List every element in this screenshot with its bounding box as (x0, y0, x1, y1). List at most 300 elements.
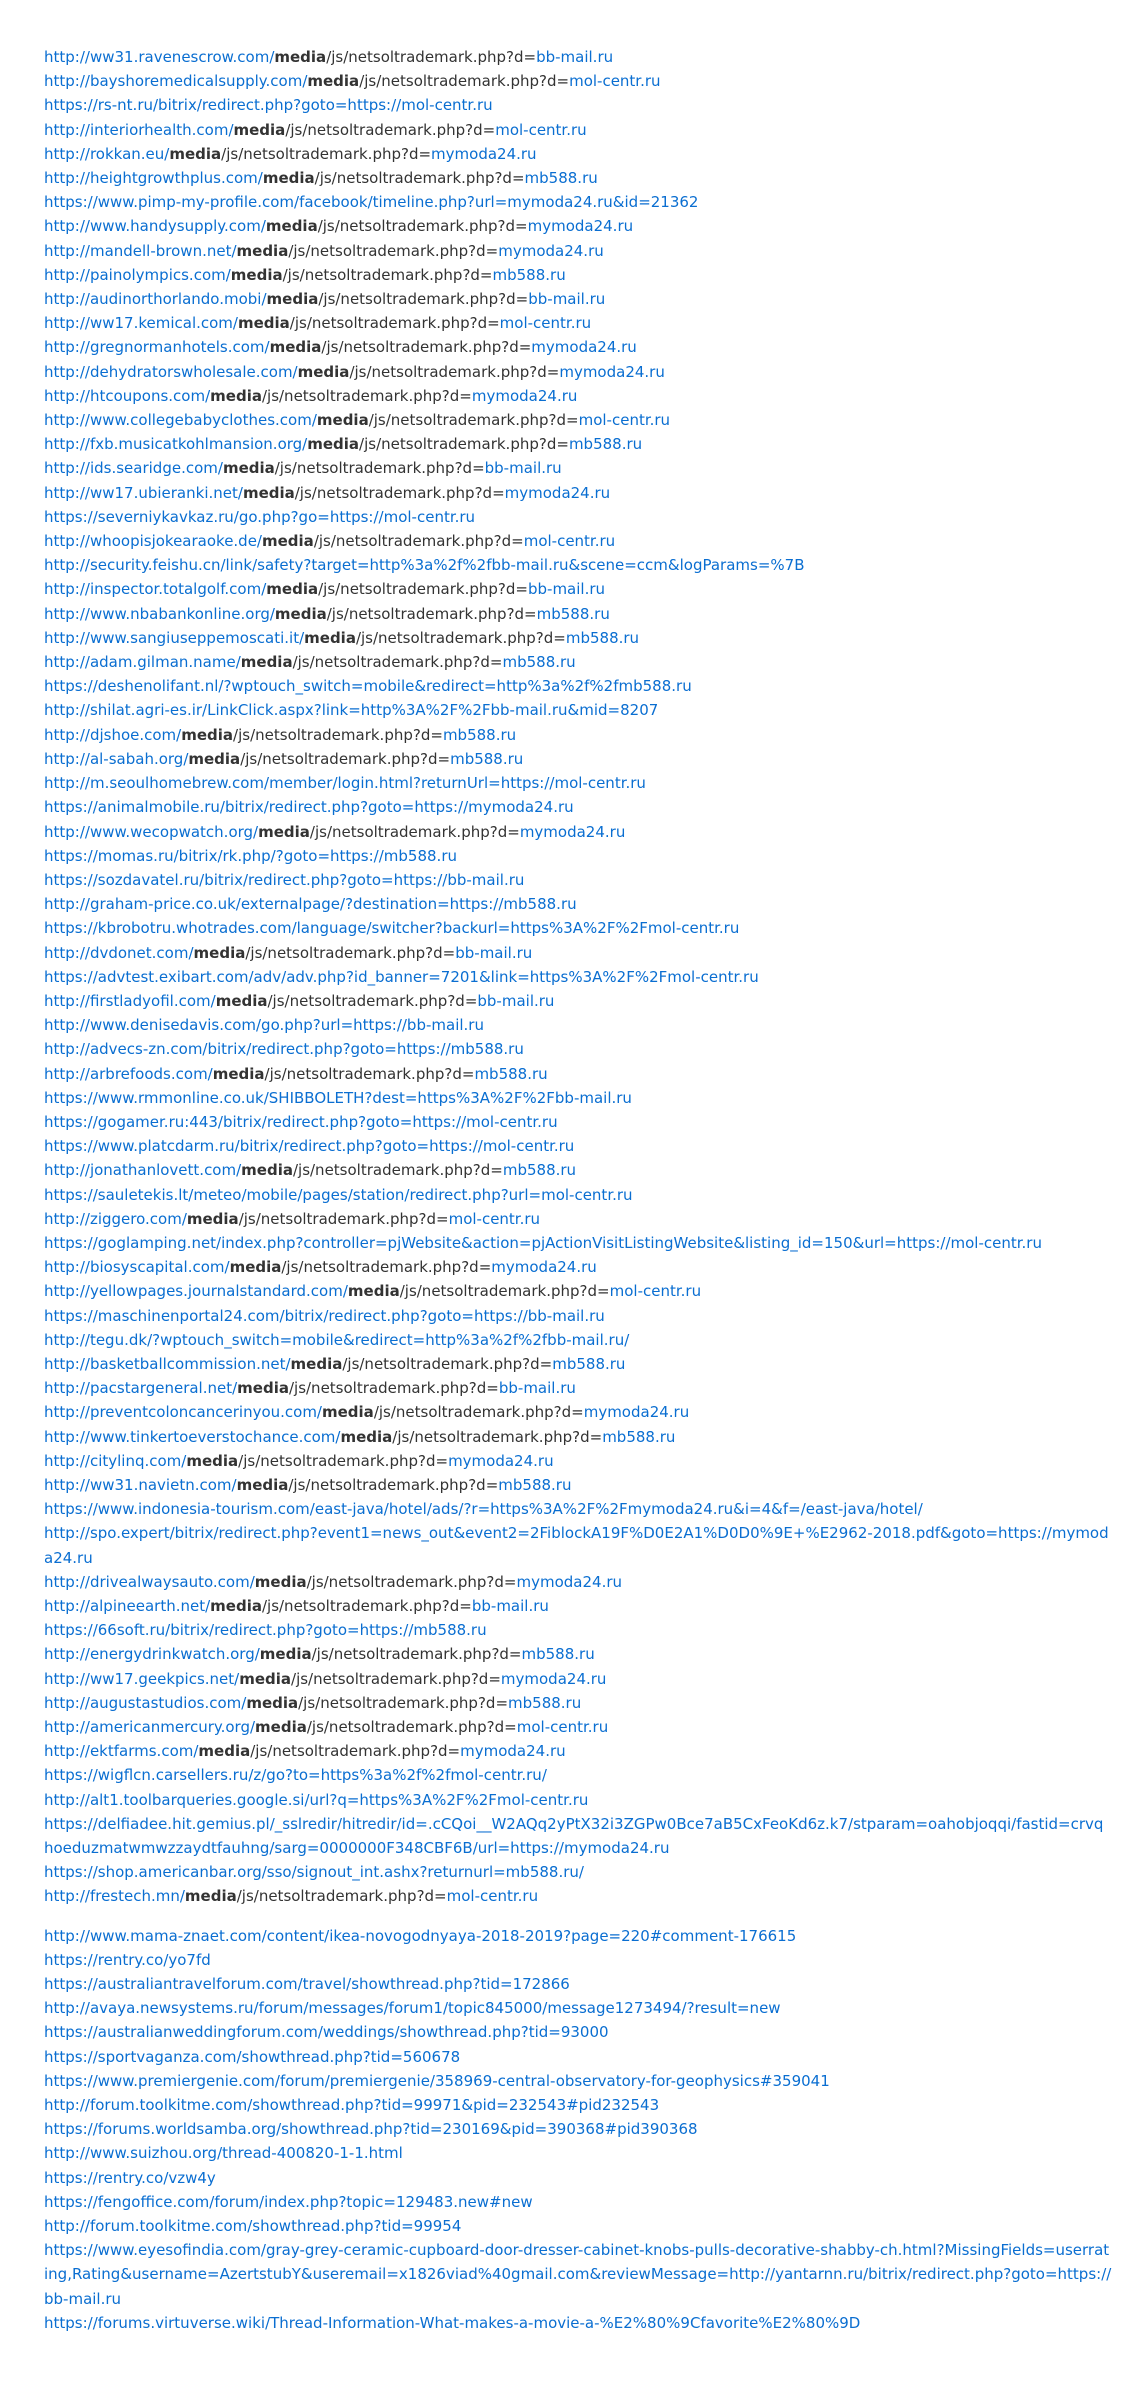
redirect-link[interactable]: http://tegu.dk/?wptouch_switch=mobile&redirect=http%3a%2f%2fbb-mail.ru/ (44, 1330, 630, 1349)
path-text: /js/netsoltrademark.php?d= (250, 1742, 461, 1761)
path-text: /js/netsoltrademark.php?d= (342, 1354, 553, 1373)
target-link[interactable]: mymoda24.ru (431, 144, 537, 163)
target-link[interactable]: mb588.ru (474, 1064, 548, 1083)
list-item (44, 456, 1112, 480)
list-item (44, 263, 1112, 287)
domain-link[interactable]: http://dehydratorswholesale.com/ (44, 362, 298, 381)
path-text: /js/netsoltrademark.php?d= (359, 72, 570, 91)
list-item (44, 1376, 1112, 1400)
domain-link[interactable]: http://audinorthorlando.mobi/ (44, 290, 267, 309)
domain-link[interactable]: http://alpineearth.net/ (44, 1597, 211, 1615)
target-link[interactable]: mol-centr.ru (499, 314, 592, 333)
list-item (44, 650, 1112, 674)
forum-link[interactable]: http://forum.toolkitme.com/showthread.php?tid=99954 (44, 2217, 462, 2236)
list-item (44, 2166, 1112, 2190)
path-text: /js/netsoltrademark.php?d= (311, 1645, 522, 1664)
list-item (44, 2069, 1112, 2093)
list-item (44, 965, 1112, 989)
path-bold-text: media (316, 411, 369, 430)
list-item (44, 1642, 1112, 1666)
target-link[interactable]: bb-mail.ru (498, 1379, 576, 1398)
path-bold-text: media (186, 1209, 239, 1228)
list-item (44, 1884, 1112, 1908)
domain-link[interactable]: http://gregnormanhotels.com/ (44, 338, 270, 357)
list-item (44, 118, 1112, 142)
path-text: /js/netsoltrademark.php?d= (288, 1379, 499, 1398)
path-bold-text: media (262, 169, 315, 188)
path-bold-text: media (266, 290, 319, 309)
domain-link[interactable]: http://augustastudios.com/ (44, 1693, 247, 1712)
redirect-link[interactable]: https://severniykavkaz.ru/go.php?go=https://mol-centr.ru (44, 507, 476, 526)
path-text: /js/netsoltrademark.php?d= (291, 1669, 501, 1688)
forum-link[interactable]: https://forums.virtuverse.wiki/Thread-Information-What-makes-a-movie-a-%E2%80%9Cfavorite%E2%80%9D (44, 2313, 861, 2332)
path-text: /js/netsoltrademark.php?d= (261, 386, 472, 405)
domain-link[interactable]: http://basketballcommission.net/ (44, 1354, 291, 1373)
target-link[interactable]: bb-mail.ru (484, 459, 562, 478)
domain-link[interactable]: http://www.nbabankonline.org/ (44, 604, 275, 623)
path-text: /js/netsoltrademark.php?d= (313, 532, 524, 551)
list-item (44, 432, 1112, 456)
domain-link[interactable]: http://drivealwaysauto.com/ (44, 1572, 255, 1591)
path-text: /js/netsoltrademark.php?d= (288, 241, 499, 260)
forum-link[interactable]: https://sportvaganza.com/showthread.php?tid=560678 (44, 2047, 461, 2066)
domain-link[interactable]: http://americanmercury.org/ (44, 1718, 256, 1737)
path-bold-text: media (193, 943, 246, 962)
path-bold-text: media (184, 1887, 237, 1906)
target-link[interactable]: mol-centr.ru (448, 1209, 541, 1228)
forum-link[interactable]: http://www.suizhou.org/thread-400820-1-1.html (44, 2144, 403, 2163)
list-item (44, 1924, 1112, 1948)
target-link[interactable]: mb588.ru (524, 169, 598, 188)
list-item (44, 723, 1112, 747)
path-bold-text: media (269, 338, 322, 357)
path-text: /js/netsoltrademark.php?d= (288, 1475, 499, 1494)
list-item (44, 1618, 1112, 1642)
domain-link[interactable]: http://fxb.musicatkohlmansion.org/ (44, 435, 308, 454)
list-item (44, 505, 1112, 529)
redirect-link[interactable]: https://momas.ru/bitrix/rk.php/?goto=https://mb588.ru (44, 846, 457, 865)
forum-link[interactable]: https://forums.worldsamba.org/showthread.php?tid=230169&pid=390368#pid390368 (44, 2120, 698, 2139)
path-bold-text: media (236, 1475, 289, 1494)
target-link[interactable]: mymoda24.ru (448, 1451, 554, 1470)
target-link[interactable]: mol-centr.ru (495, 120, 587, 139)
redirect-link[interactable]: http://security.feishu.cn/link/safety?target=http%3a%2f%2fbb-mail.ru&scene=ccm&logParams=%7B (44, 556, 805, 575)
list-item (44, 2311, 1112, 2335)
list-item (44, 1400, 1112, 1424)
domain-link[interactable]: http://mandell-brown.net/ (44, 241, 237, 260)
redirect-link[interactable]: https://deshenolifant.nl/?wptouch_switch=mobile&redirect=http%3a%2f%2fmb588.ru (44, 677, 692, 696)
list-item (44, 1110, 1112, 1134)
forum-link[interactable]: https://australiantravelforum.com/travel/showthread.php?tid=172866 (44, 1975, 570, 1994)
forum-link[interactable]: https://www.eyesofindia.com/gray-grey-ceramic-cupboard-door-dresser-cabinet-knobs-pulls-decorative-shabby-ch.html?MissingFields=userrating,Rating&username=AzertstubY&useremail=x1826viad%40gmail.com&reviewMessage=http://yantarnn.ru/bitrix/redirect.php?goto=https://bb-mail.ru (44, 2241, 1112, 2308)
redirect-link[interactable]: https://www.pimp-my-profile.com/facebook/timeline.php?url=mymoda24.ru&id=21362 (44, 193, 699, 212)
path-bold-text: media (212, 1064, 265, 1083)
path-text: /js/netsoltrademark.php?d= (359, 435, 569, 454)
target-link[interactable]: mol-centr.ru (569, 72, 661, 91)
forum-link[interactable]: https://australianweddingforum.com/weddings/showthread.php?tid=93000 (44, 2023, 609, 2042)
list-item (44, 1013, 1112, 1037)
list-separator (44, 1909, 1112, 1924)
domain-link[interactable]: http://ww17.kemical.com/ (44, 314, 238, 333)
path-text: /js/netsoltrademark.php?d= (233, 725, 443, 744)
domain-link[interactable]: http://pacstargeneral.net/ (44, 1379, 238, 1398)
redirect-link[interactable]: https://goglamping.net/index.php?controller=pjWebsite&action=pjActionVisitListingWebsite&listing_id=150&url=https://mol-centr.ru (44, 1233, 1042, 1252)
domain-link[interactable]: http://interiorhealth.com/ (44, 120, 234, 139)
list-item (44, 1231, 1112, 1255)
list-item (44, 1352, 1112, 1376)
redirect-link[interactable]: https://shop.americanbar.org/sso/signout_int.ashx?returnurl=mb588.ru/ (44, 1863, 584, 1882)
path-bold-text: media (254, 1572, 307, 1591)
list-item (44, 1570, 1112, 1594)
list-item (44, 2190, 1112, 2214)
domain-link[interactable]: http://al-sabah.org/ (44, 749, 189, 768)
path-bold-text: media (210, 386, 262, 405)
list-item (44, 481, 1112, 505)
list-item (44, 529, 1112, 553)
forum-link[interactable]: http://forum.toolkitme.com/showthread.php?tid=99971&pid=232543#pid232543 (44, 2096, 660, 2115)
path-bold-text: media (239, 1669, 292, 1688)
list-item (44, 1948, 1112, 1972)
path-text: /js/netsoltrademark.php?d= (281, 1258, 492, 1277)
path-text: /js/netsoltrademark.php?d= (318, 290, 529, 309)
redirect-link[interactable]: https://66soft.ru/bitrix/redirect.php?goto=https://mb588.ru (44, 1621, 487, 1640)
list-item (44, 239, 1112, 263)
domain-link[interactable]: http://inspector.totalgolf.com/ (44, 580, 267, 599)
path-bold-text: media (236, 241, 289, 260)
domain-link[interactable]: http://whoopisjokearaoke.de/ (44, 532, 262, 551)
list-item (44, 1691, 1112, 1715)
domain-link[interactable]: http://www.wecopwatch.org/ (44, 822, 259, 841)
redirect-link[interactable]: https://rs-nt.ru/bitrix/redirect.php?goto=https://mol-centr.ru (44, 96, 493, 115)
domain-link[interactable]: http://frestech.mn/ (44, 1887, 185, 1906)
target-link[interactable]: mb588.ru (602, 1427, 676, 1446)
domain-link[interactable]: http://ziggero.com/ (44, 1209, 187, 1228)
forum-link[interactable]: http://avaya.newsystems.ru/forum/messages/forum1/topic845000/message1273494/?result=new (44, 1999, 781, 2018)
domain-link[interactable]: http://ektfarms.com/ (44, 1742, 199, 1761)
path-text: /js/netsoltrademark.php?d= (289, 314, 500, 333)
path-bold-text: media (181, 725, 234, 744)
path-bold-text: media (307, 72, 360, 91)
target-link[interactable]: mymoda24.ru (583, 1403, 690, 1422)
path-text: /js/netsoltrademark.php?d= (238, 1451, 449, 1470)
target-link[interactable]: bb-mail.ru (455, 943, 533, 962)
list-item (44, 1715, 1112, 1739)
target-link[interactable]: bb-mail.ru (536, 48, 614, 66)
path-bold-text: media (233, 120, 286, 139)
list-item (44, 408, 1112, 432)
list-item (44, 1497, 1112, 1521)
domain-link[interactable]: http://citylinq.com/ (44, 1451, 187, 1470)
domain-link[interactable]: http://ww17.ubieranki.net/ (44, 483, 243, 502)
path-bold-text: media (259, 1645, 312, 1664)
path-text: /js/netsoltrademark.php?d= (292, 653, 503, 672)
list-item (44, 1158, 1112, 1182)
path-text: /js/netsoltrademark.php?d= (317, 217, 528, 236)
path-text: /js/netsoltrademark.php?d= (309, 822, 520, 841)
path-text: /js/netsoltrademark.php?d= (238, 1209, 449, 1228)
forum-link[interactable]: https://fengoffice.com/forum/index.php?topic=129483.new#new (44, 2192, 533, 2211)
path-bold-text: media (186, 1451, 239, 1470)
target-link[interactable]: mymoda24.ru (504, 483, 611, 502)
path-text: /js/netsoltrademark.php?d= (261, 1597, 472, 1615)
redirect-link[interactable]: http://shilat.agri-es.ir/LinkClick.aspx?link=http%3A%2F%2Fbb-mail.ru&mid=8207 (44, 701, 659, 720)
list-item (44, 1972, 1112, 1996)
redirect-link[interactable]: https://www.platcdarm.ru/bitrix/redirect.php?goto=https://mol-centr.ru (44, 1137, 575, 1156)
domain-link[interactable]: http://bayshoremedicalsupply.com/ (44, 72, 308, 91)
list-item (44, 1425, 1112, 1449)
list-item (44, 1037, 1112, 1061)
target-link[interactable]: bb-mail.ru (477, 991, 555, 1010)
target-link[interactable]: mol-centr.ru (516, 1718, 609, 1737)
target-link[interactable]: mb588.ru (442, 725, 517, 744)
path-bold-text: media (169, 144, 222, 163)
list-item (44, 1763, 1112, 1787)
target-link[interactable]: mb588.ru (568, 435, 643, 454)
path-bold-text: media (215, 991, 268, 1010)
target-link[interactable]: mb588.ru (502, 653, 576, 672)
domain-link[interactable]: http://rokkan.eu/ (44, 144, 170, 163)
list-item (44, 892, 1112, 916)
list-item (44, 69, 1112, 93)
path-bold-text: media (255, 1718, 307, 1737)
path-text: /js/netsoltrademark.php?d= (321, 338, 532, 357)
path-text: /js/netsoltrademark.php?d= (236, 1887, 447, 1906)
list-item (44, 1086, 1112, 1110)
redirect-link[interactable]: https://maschinenportal24.com/bitrix/redirect.php?goto=https://bb-mail.ru (44, 1306, 605, 1325)
target-link[interactable]: mb588.ru (508, 1693, 582, 1712)
target-link[interactable]: bb-mail.ru (527, 580, 606, 599)
target-link[interactable]: mymoda24.ru (516, 1572, 623, 1591)
domain-link[interactable]: http://www.handysupply.com/ (44, 217, 266, 236)
target-link[interactable]: mb588.ru (536, 604, 610, 623)
path-text: /js/netsoltrademark.php?d= (399, 1282, 610, 1301)
redirect-link[interactable]: https://advtest.exibart.com/adv/adv.php?id_banner=7201&link=https%3A%2F%2Fmol-centr.ru (44, 967, 759, 986)
list-item (44, 2117, 1112, 2141)
domain-link[interactable]: http://firstladyofil.com/ (44, 991, 216, 1010)
list-item (44, 795, 1112, 819)
redirect-link[interactable]: http://alt1.toolbarqueries.google.si/url?q=https%3A%2F%2Fmol-centr.ru (44, 1790, 589, 1809)
list-item (44, 190, 1112, 214)
path-bold-text: media (242, 483, 295, 502)
path-bold-text: media (262, 532, 314, 551)
list-item (44, 384, 1112, 408)
path-bold-text: media (307, 435, 360, 454)
path-bold-text: media (222, 459, 275, 478)
list-item (44, 1521, 1112, 1569)
list-item (44, 626, 1112, 650)
domain-link[interactable]: http://www.sangiuseppemoscati.it/ (44, 628, 305, 647)
list-item (44, 1304, 1112, 1328)
domain-link[interactable]: http://ww17.geekpics.net/ (44, 1669, 240, 1688)
path-bold-text: media (230, 265, 283, 284)
domain-link[interactable]: http://dvdonet.com/ (44, 943, 194, 962)
list-item (44, 602, 1112, 626)
path-bold-text: media (241, 1161, 293, 1180)
list-item (44, 747, 1112, 771)
list-item (44, 93, 1112, 117)
path-bold-text: media (274, 48, 327, 66)
redirect-link-list (44, 45, 1112, 1909)
domain-link[interactable]: http://arbrefoods.com/ (44, 1064, 213, 1083)
domain-link[interactable]: http://adam.gilman.name/ (44, 653, 241, 672)
domain-link[interactable]: http://htcoupons.com/ (44, 386, 211, 405)
path-text: /js/netsoltrademark.php?d= (306, 1572, 517, 1591)
target-link[interactable]: mymoda24.ru (531, 338, 637, 357)
path-text: /js/netsoltrademark.php?d= (245, 943, 456, 962)
list-item (44, 1255, 1112, 1279)
path-bold-text: media (229, 1258, 282, 1277)
path-text: /js/netsoltrademark.php?d= (274, 459, 485, 478)
path-bold-text: media (266, 580, 319, 599)
path-text: /js/netsoltrademark.php?d= (264, 1064, 475, 1083)
domain-link[interactable]: http://ww31.navietn.com/ (44, 1475, 237, 1494)
list-item (44, 1667, 1112, 1691)
list-item (44, 2141, 1112, 2165)
list-item (44, 771, 1112, 795)
domain-link[interactable]: http://www.collegebabyclothes.com/ (44, 411, 317, 430)
list-item (44, 287, 1112, 311)
target-link[interactable]: mymoda24.ru (527, 217, 634, 236)
path-bold-text: media (304, 628, 356, 647)
target-link[interactable]: mb588.ru (450, 749, 524, 768)
target-link[interactable]: mymoda24.ru (519, 822, 626, 841)
forum-link[interactable]: https://rentry.co/yo7fd (44, 1950, 211, 1969)
target-link[interactable]: mb588.ru (521, 1645, 595, 1664)
domain-link[interactable]: http://biosyscapital.com/ (44, 1258, 230, 1277)
path-text: /js/netsoltrademark.php?d= (368, 411, 579, 430)
target-link[interactable]: mymoda24.ru (471, 386, 578, 405)
list-item (44, 166, 1112, 190)
list-item (44, 1788, 1112, 1812)
list-item (44, 674, 1112, 698)
target-link[interactable]: mymoda24.ru (500, 1669, 607, 1688)
target-link[interactable]: mb588.ru (498, 1475, 572, 1494)
list-item (44, 1207, 1112, 1231)
list-item (44, 335, 1112, 359)
target-link[interactable]: bb-mail.ru (471, 1597, 549, 1615)
path-text: /js/netsoltrademark.php?d= (267, 991, 478, 1010)
path-text: /js/netsoltrademark.php?d= (349, 362, 560, 381)
list-item (44, 941, 1112, 965)
path-bold-text: media (210, 1597, 262, 1615)
list-item (44, 45, 1112, 69)
target-link[interactable]: mol-centr.ru (446, 1887, 539, 1906)
forum-link-list (44, 1924, 1112, 2335)
path-bold-text: media (237, 1379, 289, 1398)
domain-link[interactable]: http://painolympics.com/ (44, 265, 231, 284)
redirect-link[interactable]: https://sauletekis.lt/meteo/mobile/pages/station/redirect.php?url=mol-centr.ru (44, 1185, 633, 1204)
redirect-link[interactable]: http://spo.expert/bitrix/redirect.php?event1=news_out&event2=2FiblockA19F%D0E2A1%D0D0%9E+%E2962-2018.pdf&goto=https://mymoda24.ru (44, 1524, 1109, 1567)
list-item (44, 989, 1112, 1013)
target-link[interactable]: mymoda24.ru (559, 362, 665, 381)
domain-link[interactable]: http://jonathanlovett.com/ (44, 1161, 242, 1180)
path-bold-text: media (274, 604, 327, 623)
path-text: /js/netsoltrademark.php?d= (298, 1693, 509, 1712)
domain-link[interactable]: http://djshoe.com/ (44, 725, 182, 744)
target-link[interactable]: mol-centr.ru (578, 411, 671, 430)
path-text: /js/netsoltrademark.php?d= (373, 1403, 584, 1422)
path-text: /js/netsoltrademark.php?d= (306, 1718, 517, 1737)
path-text: /js/netsoltrademark.php?d= (285, 120, 496, 139)
path-bold-text: media (347, 1282, 400, 1301)
redirect-link[interactable]: http://www.denisedavis.com/go.php?url=https://bb-mail.ru (44, 1016, 484, 1035)
path-bold-text: media (258, 822, 310, 841)
domain-link[interactable]: http://heightgrowthplus.com/ (44, 169, 263, 188)
domain-link[interactable]: http://yellowpages.journalstandard.com/ (44, 1282, 348, 1301)
target-link[interactable]: bb-mail.ru (528, 290, 606, 309)
redirect-link[interactable]: https://www.rmmonline.co.uk/SHIBBOLETH?dest=https%3A%2F%2Fbb-mail.ru (44, 1088, 632, 1107)
list-item (44, 2214, 1112, 2238)
domain-link[interactable]: http://energydrinkwatch.org/ (44, 1645, 260, 1664)
path-text: /js/netsoltrademark.php?d= (318, 580, 528, 599)
list-item (44, 1594, 1112, 1618)
list-item (44, 2020, 1112, 2044)
list-item (44, 1812, 1112, 1860)
redirect-link[interactable]: https://www.indonesia-tourism.com/east-java/hotel/ads/?r=https%3A%2F%2Fmymoda24.ru&i=4&f=/east-java/hotel/ (44, 1500, 923, 1519)
list-item (44, 214, 1112, 238)
redirect-link[interactable]: https://sozdavatel.ru/bitrix/redirect.php?goto=https://bb-mail.ru (44, 870, 525, 889)
target-link[interactable]: mymoda24.ru (460, 1742, 566, 1761)
path-bold-text: media (297, 362, 350, 381)
target-link[interactable]: mb588.ru (492, 265, 566, 284)
list-item (44, 2093, 1112, 2117)
domain-link[interactable]: http://ids.searidge.com/ (44, 459, 223, 478)
path-bold-text: media (290, 1354, 343, 1373)
target-link[interactable]: mymoda24.ru (498, 241, 604, 260)
redirect-link[interactable]: https://kbrobotru.whotrades.com/language/switcher?backurl=https%3A%2F%2Fmol-centr.ru (44, 919, 740, 938)
list-item (44, 1739, 1112, 1763)
path-text: /js/netsoltrademark.php?d= (221, 144, 432, 163)
domain-link[interactable]: http://www.tinkertoeverstochance.com/ (44, 1427, 341, 1446)
list-item (44, 2238, 1112, 2311)
domain-link[interactable]: http://ww31.ravenescrow.com/ (44, 48, 275, 66)
path-bold-text: media (240, 653, 293, 672)
list-item (44, 360, 1112, 384)
path-bold-text: media (246, 1693, 299, 1712)
list-item (44, 1449, 1112, 1473)
redirect-link[interactable]: http://m.seoulhomebrew.com/member/login.html?returnUrl=https://mol-centr.ru (44, 774, 646, 793)
forum-link[interactable]: https://rentry.co/vzw4y (44, 2168, 216, 2187)
target-link[interactable]: mol-centr.ru (523, 532, 616, 551)
redirect-link[interactable]: https://wigflcn.carsellers.ru/z/go?to=https%3a%2f%2fmol-centr.ru/ (44, 1766, 547, 1785)
redirect-link[interactable]: http://advecs-zn.com/bitrix/redirect.php?goto=https://mb588.ru (44, 1040, 524, 1059)
redirect-link[interactable]: http://graham-price.co.uk/externalpage/?destination=https://mb588.ru (44, 895, 577, 914)
target-link[interactable]: mb588.ru (552, 1354, 626, 1373)
target-link[interactable]: mb588.ru (502, 1161, 577, 1180)
list-item (44, 1473, 1112, 1497)
list-item (44, 2045, 1112, 2069)
target-link[interactable]: mb588.ru (565, 628, 640, 647)
list-item (44, 1279, 1112, 1303)
path-bold-text: media (188, 749, 241, 768)
list-item (44, 1183, 1112, 1207)
redirect-link[interactable]: https://delfiadee.hit.gemius.pl/_sslredir/hitredir/id=.cCQoi__W2AQq2yPtX32i3ZGPw0Bce7aB5CxFeoKd6z.k7/stparam=oahobjoqqi/fastid=crvqhoeduzmatwmwzzaydtfauhng/sarg=0000000F348CBF6B/url=https://mymoda24.ru (44, 1814, 1104, 1858)
domain-link[interactable]: http://preventcoloncancerinyou.com/ (44, 1403, 322, 1422)
list-item (44, 1860, 1112, 1884)
path-bold-text: media (340, 1427, 393, 1446)
redirect-link[interactable]: https://animalmobile.ru/bitrix/redirect.php?goto=https://mymoda24.ru (44, 798, 574, 817)
list-item (44, 1328, 1112, 1352)
redirect-link[interactable]: https://gogamer.ru:443/bitrix/redirect.php?goto=https://mol-centr.ru (44, 1112, 558, 1131)
forum-link[interactable]: http://www.mama-znaet.com/content/ikea-novogodnyaya-2018-2019?page=220#comment-176615 (44, 1926, 797, 1945)
list-item (44, 1062, 1112, 1086)
list-item (44, 868, 1112, 892)
list-item (44, 142, 1112, 166)
target-link[interactable]: mymoda24.ru (491, 1258, 597, 1277)
path-bold-text: media (265, 217, 318, 236)
forum-link[interactable]: https://www.premiergenie.com/forum/premiergenie/358969-central-observatory-for-geophysics#359041 (44, 2071, 830, 2090)
target-link[interactable]: mol-centr.ru (609, 1282, 702, 1301)
